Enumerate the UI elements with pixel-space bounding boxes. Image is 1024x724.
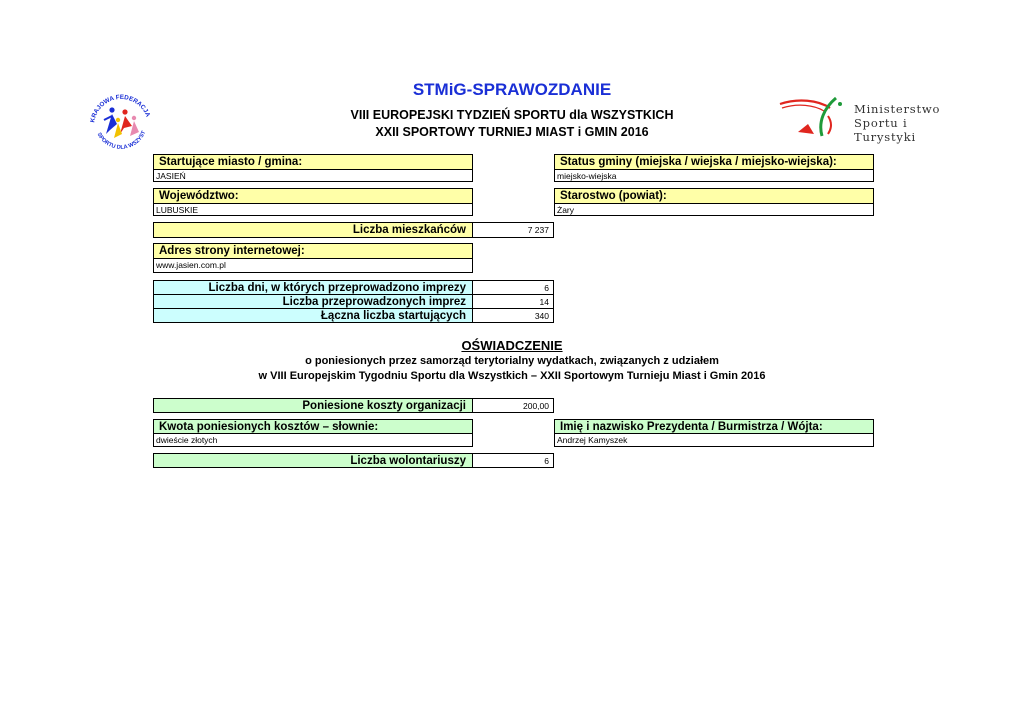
- costs-label: Poniesione koszty organizacji: [153, 398, 473, 413]
- events-value: 14: [472, 294, 554, 309]
- voivodeship-value: LUBUSKIE: [153, 203, 473, 216]
- svg-text:SPORTU DLA WSZYSTKICH: SPORTU DLA WSZYST: [95, 130, 148, 151]
- costs-value: 200,00: [472, 398, 554, 413]
- ministry-name-line1: Ministerstwo: [854, 102, 941, 116]
- participants-label: Łączna liczba startujących: [153, 308, 473, 323]
- volunteers-label: Liczba wolontariuszy: [153, 453, 473, 468]
- events-label: Liczba przeprowadzonych imprez: [153, 294, 473, 309]
- voivodeship-label: Województwo:: [153, 188, 473, 204]
- declaration-line-1: o poniesionych przez samorząd terytorialny wydatkach, związanych z udziałem: [305, 355, 719, 367]
- page-subtitle-1: VIII EUROPEJSKI TYDZIEŃ SPORTU dla WSZYSTKICH: [350, 108, 674, 122]
- residents-value: 7 237: [472, 222, 554, 238]
- page-title: STMiG-SPRAWOZDANIE: [412, 80, 612, 99]
- amount-words-label: Kwota poniesionych kosztów – słownie:: [153, 419, 473, 434]
- ministry-name-line2: Sportu i Turystyki: [854, 116, 916, 144]
- website-value: www.jasien.com.pl: [153, 258, 473, 273]
- county-value: Żary: [554, 203, 874, 216]
- mayor-value: Andrzej Kamyszek: [554, 433, 874, 447]
- website-label: Adres strony internetowej:: [153, 243, 473, 259]
- status-label: Status gminy (miejska / wiejska / miejsko-wiejska):: [554, 154, 874, 170]
- city-label: Startujące miasto / gmina:: [153, 154, 473, 170]
- declaration-line-2: w VIII Europejskim Tygodniu Sportu dla Wszystkich – XXII Sportowym Turnieju Miast i Gmin 2016: [258, 370, 766, 382]
- mayor-label: Imię i nazwisko Prezydenta / Burmistrza / Wójta:: [554, 419, 874, 434]
- residents-label: Liczba mieszkańców: [153, 222, 473, 238]
- svg-text:KRAJOWA FEDERACJA: KRAJOWA FEDERACJA: [89, 93, 152, 124]
- page-subtitle-2: XXII SPORTOWY TURNIEJ MIAST i GMIN 2016: [375, 125, 649, 139]
- status-value: miejsko-wiejska: [554, 169, 874, 182]
- participants-value: 340: [472, 308, 554, 323]
- declaration-heading: OŚWIADCZENIE: [461, 338, 563, 353]
- county-label: Starostwo (powiat):: [554, 188, 874, 204]
- days-label: Liczba dni, w których przeprowadzono imprezy: [153, 280, 473, 295]
- amount-words-value: dwieście złotych: [153, 433, 473, 447]
- days-value: 6: [472, 280, 554, 295]
- volunteers-value: 6: [472, 453, 554, 468]
- city-value: JASIEŃ: [153, 169, 473, 182]
